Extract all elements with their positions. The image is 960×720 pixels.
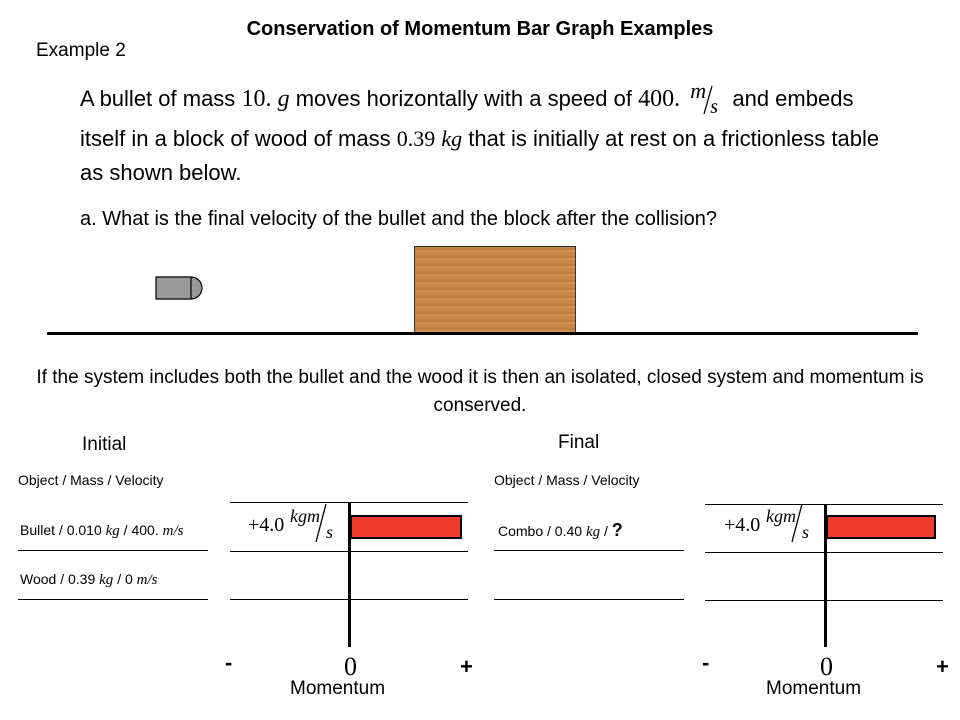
question-a: a. What is the final velocity of the bullet and the block after the collision? — [80, 208, 718, 230]
final-row-combo — [498, 520, 623, 541]
problem-text: A bullet of mass — [80, 85, 236, 111]
bullet-icon — [155, 276, 205, 300]
positive-sign: + — [460, 654, 473, 679]
momentum-value: +4.0 — [248, 514, 285, 536]
row-text: / 400. — [119, 522, 159, 538]
final-columns-header: Object / Mass / Velocity — [494, 472, 640, 488]
final-heading: Final — [558, 432, 600, 453]
problem-text: that is initially at rest on a frictionless table — [468, 126, 880, 151]
wood-mass-value: 0.39 — [396, 126, 436, 151]
initial-momentum-label — [248, 508, 358, 548]
momentum-axis-label: Momentum — [766, 678, 862, 699]
row-text: Bullet / 0.010 — [20, 522, 102, 538]
speed-unit-numerator: m — [690, 78, 707, 103]
final-combo-momentum-bar — [826, 515, 936, 539]
row-unit: kg — [585, 524, 601, 540]
table-rule — [494, 550, 684, 551]
wood-block — [414, 246, 576, 334]
row-unit: kg — [105, 523, 120, 539]
initial-bullet-momentum-bar — [350, 515, 462, 539]
momentum-unit-numerator: kgm — [290, 506, 320, 526]
momentum-unit-denominator: s — [326, 522, 334, 542]
momentum-axis-label: Momentum — [290, 678, 386, 699]
problem-line-1 — [80, 80, 853, 120]
initial-columns-header: Object / Mass / Velocity — [18, 472, 164, 488]
initial-row-wood — [20, 571, 158, 589]
row-text: / 0 — [113, 571, 133, 587]
bullet-mass-value: 10. — [241, 85, 272, 112]
row-unit: m/s — [162, 523, 184, 539]
problem-text: moves horizontally with a speed of — [295, 85, 632, 111]
speed-unit-fraction — [686, 80, 726, 120]
speed-unit-denominator: s — [710, 96, 719, 118]
row-text: Combo / 0.40 — [498, 523, 583, 539]
momentum-unit-numerator: kgm — [766, 506, 796, 526]
row-unit: kg — [99, 572, 114, 588]
negative-sign: - — [225, 650, 233, 675]
momentum-value: +4.0 — [724, 514, 761, 536]
example-label: Example 2 — [36, 40, 126, 61]
frictionless-table — [47, 332, 918, 335]
zero-label: 0 — [820, 652, 833, 681]
fraction-slash — [686, 80, 726, 120]
table-rule — [494, 599, 684, 600]
speed-value: 400. — [638, 85, 681, 112]
problem-line-3: as shown below. — [80, 160, 242, 185]
unknown-velocity: ? — [611, 520, 623, 540]
momentum-unit-denominator: s — [802, 522, 810, 542]
row-text: Wood / 0.39 — [20, 571, 96, 587]
negative-sign: - — [702, 650, 710, 675]
initial-row-bullet — [20, 522, 183, 540]
row-unit: m/s — [136, 572, 158, 588]
problem-text: and embeds — [732, 85, 854, 111]
row-text: / — [600, 523, 612, 539]
problem-line-2 — [80, 126, 879, 152]
bullet-mass-unit: g — [277, 85, 290, 112]
page-title: Conservation of Momentum Bar Graph Examples — [246, 18, 714, 40]
initial-heading: Initial — [82, 434, 127, 455]
table-rule — [18, 550, 208, 551]
final-momentum-label — [724, 508, 834, 548]
problem-text: itself in a block of wood of mass — [80, 126, 391, 151]
system-statement: If the system includes both the bullet and the wood it is then an isolated, closed system and momentum is conserved. — [36, 367, 924, 416]
wood-mass-unit: kg — [441, 126, 463, 151]
positive-sign: + — [936, 654, 949, 679]
table-rule — [18, 599, 208, 600]
zero-label: 0 — [344, 652, 357, 681]
